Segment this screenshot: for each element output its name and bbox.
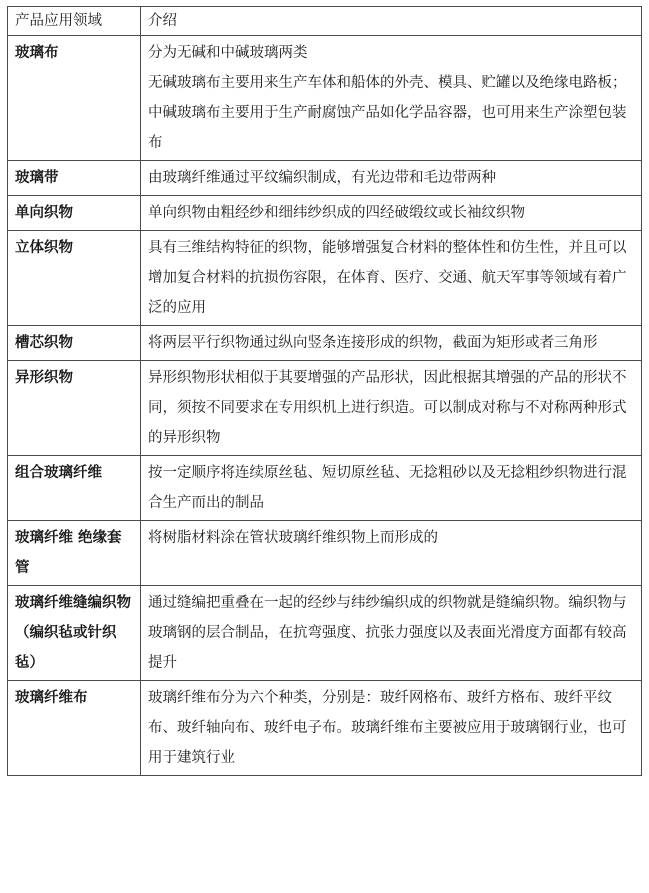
table-row — [8, 681, 642, 776]
row-intro-cell — [141, 161, 642, 196]
table-row — [8, 586, 642, 681]
intro-paragraph: 将树脂材料涂在管状玻璃纤维织物上而形成的 — [148, 530, 438, 546]
row-intro-cell — [141, 196, 642, 231]
table-body — [8, 36, 642, 776]
row-domain-cell: 玻璃纤维缝编织物（编织毡或针织毡） — [8, 586, 141, 681]
intro-paragraph: 通过缝编把重叠在一起的经纱与纬纱编织成的织物就是缝编织物。编织物与玻璃钢的层合制品，在抗弯强度、抗张力强度以及表面光滑度方面都有较高提升 — [148, 595, 627, 671]
row-domain-cell: 槽芯织物 — [8, 326, 141, 361]
product-application-table — [7, 6, 642, 776]
row-domain-cell: 玻璃纤维 绝缘套管 — [8, 521, 141, 586]
row-domain-cell: 玻璃纤维布 — [8, 681, 141, 776]
row-intro-cell — [141, 361, 642, 456]
row-domain-cell: 异形织物 — [8, 361, 141, 456]
product-table-sheet — [7, 6, 641, 776]
header-domain: 产品应用领域 — [8, 7, 141, 36]
table-header-row — [8, 7, 642, 36]
row-domain-cell: 玻璃布 — [8, 36, 141, 161]
intro-paragraph: 玻璃纤维布分为六个种类，分别是：玻纤网格布、玻纤方格布、玻纤平纹布、玻纤轴向布、玻纤电子布。玻璃纤维布主要被应用于玻璃钢行业，也可用于建筑行业 — [148, 690, 627, 766]
row-domain-cell: 单向织物 — [8, 196, 141, 231]
intro-paragraph: 异形织物形状相似于其要增强的产品形状，因此根据其增强的产品的形状不同，须按不同要求在专用织机上进行织造。可以制成对称与不对称两种形式的异形织物 — [148, 370, 627, 446]
row-intro-cell — [141, 456, 642, 521]
intro-paragraph: 按一定顺序将连续原丝毡、短切原丝毡、无捻粗砂以及无捻粗纱织物进行混合生产而出的制品 — [148, 465, 627, 511]
intro-paragraph: 分为无碱和中碱玻璃两类 — [148, 45, 308, 61]
row-domain-cell: 玻璃带 — [8, 161, 141, 196]
table-row — [8, 361, 642, 456]
intro-paragraph: 无碱玻璃布主要用来生产车体和船体的外壳、模具、贮罐以及绝缘电路板；中碱玻璃布主要用于生产耐腐蚀产品如化学品容器，也可用来生产涂塑包装布 — [148, 75, 627, 151]
row-domain-cell: 组合玻璃纤维 — [8, 456, 141, 521]
table-row — [8, 231, 642, 326]
row-intro-cell — [141, 326, 642, 361]
table-row — [8, 36, 642, 161]
intro-paragraph: 将两层平行织物通过纵向竖条连接形成的织物，截面为矩形或者三角形 — [148, 335, 598, 351]
header-intro: 介绍 — [141, 7, 642, 36]
row-intro-cell — [141, 681, 642, 776]
row-intro-cell — [141, 231, 642, 326]
intro-paragraph: 具有三维结构特征的织物，能够增强复合材料的整体性和仿生性，并且可以增加复合材料的抗损伤容限，在体育、医疗、交通、航天军事等领域有着广泛的应用 — [148, 240, 627, 316]
row-intro-cell — [141, 521, 642, 586]
table-row — [8, 196, 642, 231]
table-row — [8, 521, 642, 586]
intro-paragraph: 单向织物由粗经纱和细纬纱织成的四经破缎纹或长袖纹织物 — [148, 205, 525, 221]
table-row — [8, 326, 642, 361]
intro-paragraph: 由玻璃纤维通过平纹编织制成，有光边带和毛边带两种 — [148, 170, 496, 186]
row-domain-cell: 立体织物 — [8, 231, 141, 326]
table-row — [8, 161, 642, 196]
table-row — [8, 456, 642, 521]
row-intro-cell — [141, 586, 642, 681]
row-intro-cell — [141, 36, 642, 161]
